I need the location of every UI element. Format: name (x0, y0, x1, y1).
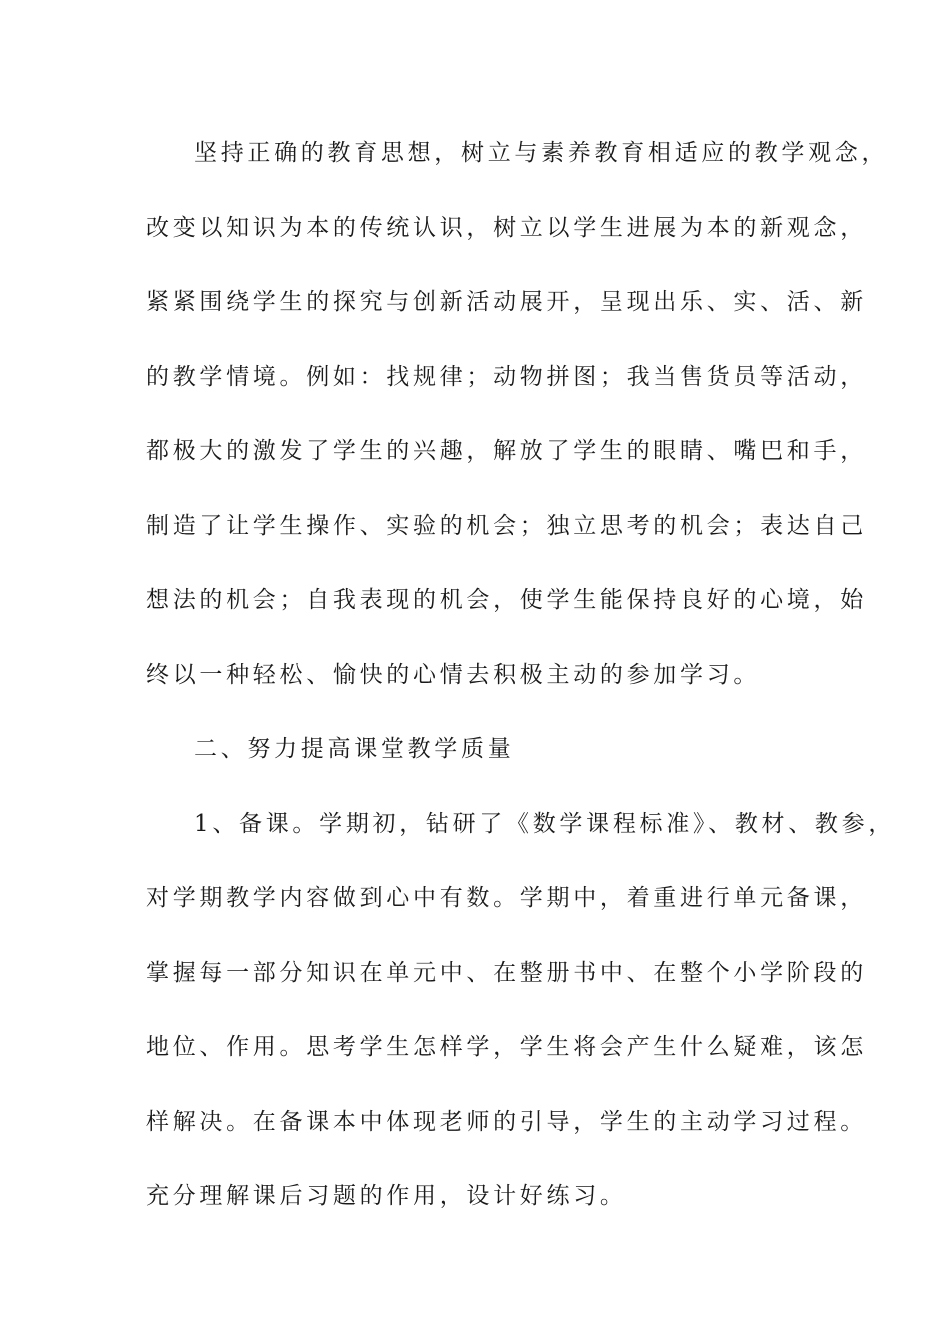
paragraph-1-line-2: 改变以知识为本的传统认识，树立以学生进展为本的新观念， (146, 215, 867, 241)
paragraph-1-line-8: 终以一种轻松、愉快的心情去积极主动的参加学习。 (146, 662, 761, 688)
paragraph-1-line-7: 想法的机会；自我表现的机会，使学生能保持良好的心境，始 (146, 587, 867, 613)
paragraph-1-line-1: 坚持正确的教育思想，树立与素养教育相适应的教学观念， (194, 140, 889, 166)
paragraph-1-line-3: 紧紧围绕学生的探究与创新活动展开，呈现出乐、实、活、新 (146, 289, 867, 315)
paragraph-2-line-6: 充分理解课后习题的作用，设计好练习。 (146, 1183, 627, 1209)
section-heading: 二、努力提高课堂教学质量 (194, 736, 515, 762)
paragraph-1-line-6: 制造了让学生操作、实验的机会；独立思考的机会；表达自己 (146, 513, 867, 539)
paragraph-2-line-2: 对学期教学内容做到心中有数。学期中，着重进行单元备课， (146, 885, 867, 911)
paragraph-2-line-4: 地位、作用。思考学生怎样学，学生将会产生什么疑难，该怎 (146, 1034, 867, 1060)
paragraph-2-line-3: 掌握每一部分知识在单元中、在整册书中、在整个小学阶段的 (146, 960, 867, 986)
paragraph-2-line-5: 样解决。在备课本中体现老师的引导，学生的主动学习过程。 (146, 1109, 867, 1135)
paragraph-1-line-4: 的教学情境。例如：找规律；动物拼图；我当售货员等活动， (146, 364, 867, 390)
paragraph-1-line-5: 都极大的激发了学生的兴趣，解放了学生的眼睛、嘴巴和手， (146, 438, 867, 464)
paragraph-2-line-1: 1、备课。学期初，钻研了《数学课程标准》、教材、教参， (194, 811, 896, 837)
